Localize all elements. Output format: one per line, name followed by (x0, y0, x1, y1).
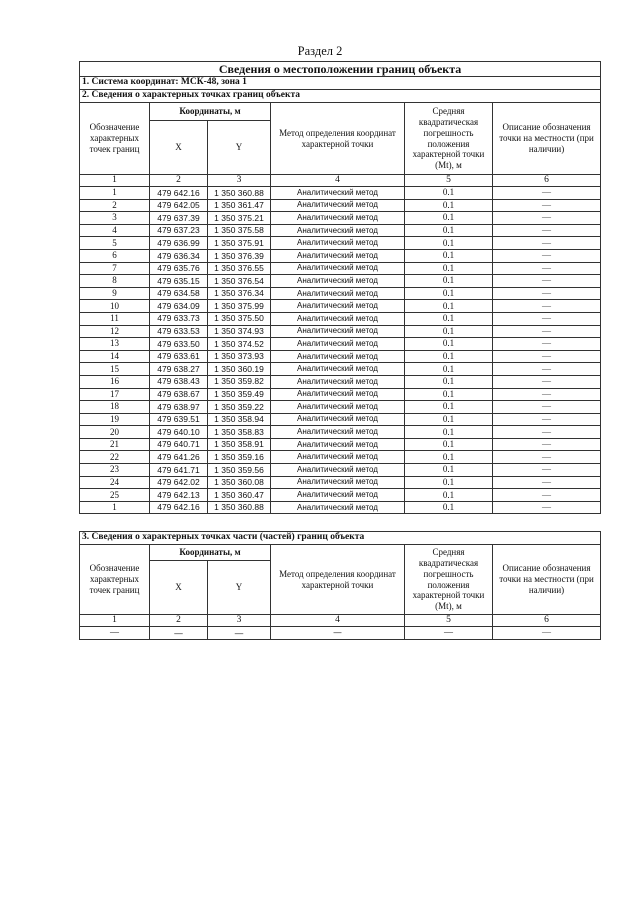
point-number: 3 (80, 212, 150, 225)
column-numbers-row (80, 615, 601, 627)
description: — (493, 325, 601, 338)
point-number: 13 (80, 338, 150, 351)
coord-y: 1 350 359.56 (208, 464, 271, 477)
mean-error: 0.1 (405, 464, 493, 477)
coord-y: 1 350 361.47 (208, 199, 271, 212)
description: — (493, 627, 601, 640)
method: Аналитический метод (271, 350, 405, 363)
coord-x: 479 642.02 (150, 476, 208, 489)
point-number: 12 (80, 325, 150, 338)
coord-y: 1 350 376.39 (208, 249, 271, 262)
method: Аналитический метод (271, 224, 405, 237)
coord-x: 479 641.26 (150, 451, 208, 464)
part-points-table (79, 531, 601, 640)
description: — (493, 388, 601, 401)
mean-error: 0.1 (405, 199, 493, 212)
mean-error: 0.1 (405, 312, 493, 325)
mean-error: 0.1 (405, 413, 493, 426)
points-rows (80, 187, 601, 514)
description: — (493, 438, 601, 451)
mean-error: 0.1 (405, 224, 493, 237)
method: Аналитический метод (271, 451, 405, 464)
coord-y: 1 350 358.94 (208, 413, 271, 426)
coord-x: 479 638.27 (150, 363, 208, 376)
description: — (493, 249, 601, 262)
header-y: Y (208, 121, 271, 175)
coord-x: 479 634.58 (150, 287, 208, 300)
point-number: 5 (80, 237, 150, 250)
table-row (80, 224, 601, 237)
method: Аналитический метод (271, 212, 405, 225)
method: Аналитический метод (271, 363, 405, 376)
point-number: 19 (80, 413, 150, 426)
table-row (80, 363, 601, 376)
description: — (493, 464, 601, 477)
table-row (80, 249, 601, 262)
coord-x: 479 639.51 (150, 413, 208, 426)
table-row (80, 300, 601, 313)
coord-y: 1 350 376.34 (208, 287, 271, 300)
header-designation: Обозначение характерных точек границ (80, 103, 150, 175)
mean-error: 0.1 (405, 375, 493, 388)
point-number: 11 (80, 312, 150, 325)
mean-error: 0.1 (405, 300, 493, 313)
method: Аналитический метод (271, 476, 405, 489)
point-number: 1 (80, 187, 150, 200)
coord-x: 479 633.53 (150, 325, 208, 338)
coord-x: 479 640.10 (150, 426, 208, 439)
description: — (493, 338, 601, 351)
table-row (80, 287, 601, 300)
section-title: Раздел 2 (297, 44, 343, 58)
table-row (80, 325, 601, 338)
mean-error: 0.1 (405, 350, 493, 363)
table-row (80, 199, 601, 212)
method: Аналитический метод (271, 489, 405, 502)
table-row (80, 350, 601, 363)
coord-y: 1 350 375.99 (208, 300, 271, 313)
point-number: 23 (80, 464, 150, 477)
coord-x: 479 637.39 (150, 212, 208, 225)
method: Аналитический метод (271, 426, 405, 439)
coord-y: 1 350 358.91 (208, 438, 271, 451)
mean-error: 0.1 (405, 489, 493, 502)
col-number: 4 (271, 615, 405, 627)
coord-y: 1 350 359.22 (208, 401, 271, 414)
description: — (493, 350, 601, 363)
coord-y: 1 350 373.93 (208, 350, 271, 363)
mean-error: 0.1 (405, 401, 493, 414)
description: — (493, 262, 601, 275)
point-number: 20 (80, 426, 150, 439)
description: — (493, 312, 601, 325)
coord-x: 479 633.61 (150, 350, 208, 363)
point-number: 1 (80, 501, 150, 514)
col-number: 6 (493, 175, 601, 187)
mean-error: 0.1 (405, 363, 493, 376)
coord-x: 479 642.16 (150, 187, 208, 200)
mean-error: 0.1 (405, 287, 493, 300)
table-row (80, 401, 601, 414)
mean-error: 0.1 (405, 187, 493, 200)
point-number: 24 (80, 476, 150, 489)
coord-x: — (150, 627, 208, 640)
coord-x: 479 633.73 (150, 312, 208, 325)
coord-x: 479 636.34 (150, 249, 208, 262)
method: — (271, 627, 405, 640)
coord-x: 479 642.13 (150, 489, 208, 502)
point-number: 14 (80, 350, 150, 363)
point-number: — (80, 627, 150, 640)
method: Аналитический метод (271, 287, 405, 300)
col-number: 3 (208, 175, 271, 187)
coord-y: 1 350 359.49 (208, 388, 271, 401)
header-x: X (150, 561, 208, 615)
table-row (80, 212, 601, 225)
coord-x: 479 638.43 (150, 375, 208, 388)
mean-error: 0.1 (405, 501, 493, 514)
coord-y: 1 350 360.88 (208, 187, 271, 200)
mean-error: 0.1 (405, 237, 493, 250)
coord-y: 1 350 375.50 (208, 312, 271, 325)
mean-error: 0.1 (405, 476, 493, 489)
coord-x: 479 638.97 (150, 401, 208, 414)
mean-error: 0.1 (405, 212, 493, 225)
method: Аналитический метод (271, 325, 405, 338)
col-number: 5 (405, 615, 493, 627)
point-number: 2 (80, 199, 150, 212)
description: — (493, 199, 601, 212)
coord-y: 1 350 375.21 (208, 212, 271, 225)
point-number: 7 (80, 262, 150, 275)
coord-x: 479 641.71 (150, 464, 208, 477)
point-number: 9 (80, 287, 150, 300)
description: — (493, 275, 601, 288)
table-row (80, 464, 601, 477)
table-row (80, 388, 601, 401)
mean-error: 0.1 (405, 262, 493, 275)
header-error: Средняя квадратическая погрешность положения характерной точки (Mt), м (405, 103, 493, 175)
mean-error: 0.1 (405, 426, 493, 439)
point-number: 21 (80, 438, 150, 451)
coord-y: 1 350 360.88 (208, 501, 271, 514)
table-row (80, 237, 601, 250)
header-coords: Координаты, м (150, 545, 271, 561)
method: Аналитический метод (271, 275, 405, 288)
point-number: 22 (80, 451, 150, 464)
table-row (80, 476, 601, 489)
method: Аналитический метод (271, 501, 405, 514)
method: Аналитический метод (271, 300, 405, 313)
header-description: Описание обозначения точки на местности (при наличии) (493, 103, 601, 175)
point-number: 25 (80, 489, 150, 502)
col-number: 1 (80, 175, 150, 187)
method: Аналитический метод (271, 401, 405, 414)
method: Аналитический метод (271, 199, 405, 212)
coord-x: 479 634.09 (150, 300, 208, 313)
col-number: 2 (150, 615, 208, 627)
col-number: 3 (208, 615, 271, 627)
description: — (493, 224, 601, 237)
col-number: 6 (493, 615, 601, 627)
table-row (80, 413, 601, 426)
coord-y: 1 350 375.91 (208, 237, 271, 250)
description: — (493, 375, 601, 388)
coord-y: — (208, 627, 271, 640)
coord-system-line: 1. Система координат: МСК-48, зона 1 (80, 77, 601, 90)
description: — (493, 237, 601, 250)
point-number: 8 (80, 275, 150, 288)
point-number: 4 (80, 224, 150, 237)
description: — (493, 187, 601, 200)
header-error: Средняя квадратическая погрешность положения характерной точки (Mt), м (405, 545, 493, 615)
coord-y: 1 350 358.83 (208, 426, 271, 439)
coord-x: 479 642.05 (150, 199, 208, 212)
header-y: Y (208, 561, 271, 615)
coord-y: 1 350 374.52 (208, 338, 271, 351)
description: — (493, 413, 601, 426)
col-number: 2 (150, 175, 208, 187)
method: Аналитический метод (271, 464, 405, 477)
description: — (493, 363, 601, 376)
table-row (80, 338, 601, 351)
mean-error: 0.1 (405, 388, 493, 401)
mean-error: — (405, 627, 493, 640)
coord-x: 479 635.15 (150, 275, 208, 288)
method: Аналитический метод (271, 388, 405, 401)
coord-y: 1 350 376.54 (208, 275, 271, 288)
header-x: X (150, 121, 208, 175)
parts-rows (80, 627, 601, 640)
header-method: Метод определения координат характерной точки (271, 103, 405, 175)
col-number: 4 (271, 175, 405, 187)
header-designation: Обозначение характерных точек границ (80, 545, 150, 615)
main-heading: Сведения о местоположении границ объекта (80, 62, 601, 77)
method: Аналитический метод (271, 375, 405, 388)
method: Аналитический метод (271, 413, 405, 426)
coord-x: 479 640.71 (150, 438, 208, 451)
method: Аналитический метод (271, 187, 405, 200)
description: — (493, 501, 601, 514)
header-description: Описание обозначения точки на местности (при наличии) (493, 545, 601, 615)
table-row (80, 501, 601, 514)
mean-error: 0.1 (405, 451, 493, 464)
point-number: 17 (80, 388, 150, 401)
point-number: 15 (80, 363, 150, 376)
col-number: 1 (80, 615, 150, 627)
coord-y: 1 350 374.93 (208, 325, 271, 338)
table-row (80, 187, 601, 200)
mean-error: 0.1 (405, 438, 493, 451)
point-number: 18 (80, 401, 150, 414)
point-number: 6 (80, 249, 150, 262)
table-row (80, 275, 601, 288)
description: — (493, 426, 601, 439)
points-heading: 2. Сведения о характерных точках границ объекта (80, 90, 601, 103)
description: — (493, 287, 601, 300)
parts-heading: 3. Сведения о характерных точках части (частей) границ объекта (80, 532, 601, 545)
method: Аналитический метод (271, 338, 405, 351)
coord-x: 479 636.99 (150, 237, 208, 250)
header-method: Метод определения координат характерной точки (271, 545, 405, 615)
coord-y: 1 350 359.16 (208, 451, 271, 464)
coord-x: 479 638.67 (150, 388, 208, 401)
method: Аналитический метод (271, 237, 405, 250)
table-row (80, 426, 601, 439)
mean-error: 0.1 (405, 338, 493, 351)
method: Аналитический метод (271, 312, 405, 325)
table-row (80, 438, 601, 451)
coord-x: 479 637.23 (150, 224, 208, 237)
mean-error: 0.1 (405, 275, 493, 288)
method: Аналитический метод (271, 262, 405, 275)
table-row (80, 627, 601, 640)
table-row (80, 312, 601, 325)
description: — (493, 489, 601, 502)
coord-y: 1 350 360.19 (208, 363, 271, 376)
table-row (80, 489, 601, 502)
table-row (80, 262, 601, 275)
point-number: 10 (80, 300, 150, 313)
coord-y: 1 350 360.08 (208, 476, 271, 489)
coord-x: 479 633.50 (150, 338, 208, 351)
coord-x: 479 642.16 (150, 501, 208, 514)
description: — (493, 300, 601, 313)
mean-error: 0.1 (405, 249, 493, 262)
coord-y: 1 350 376.55 (208, 262, 271, 275)
col-number: 5 (405, 175, 493, 187)
header-coords: Координаты, м (150, 103, 271, 121)
column-numbers-row (80, 175, 601, 187)
table-row (80, 451, 601, 464)
description: — (493, 451, 601, 464)
description: — (493, 476, 601, 489)
description: — (493, 212, 601, 225)
coord-x: 479 635.76 (150, 262, 208, 275)
boundary-points-table (79, 61, 601, 514)
coord-y: 1 350 360.47 (208, 489, 271, 502)
table-row (80, 375, 601, 388)
point-number: 16 (80, 375, 150, 388)
description: — (493, 401, 601, 414)
coord-y: 1 350 359.82 (208, 375, 271, 388)
method: Аналитический метод (271, 438, 405, 451)
mean-error: 0.1 (405, 325, 493, 338)
coord-y: 1 350 375.58 (208, 224, 271, 237)
method: Аналитический метод (271, 249, 405, 262)
